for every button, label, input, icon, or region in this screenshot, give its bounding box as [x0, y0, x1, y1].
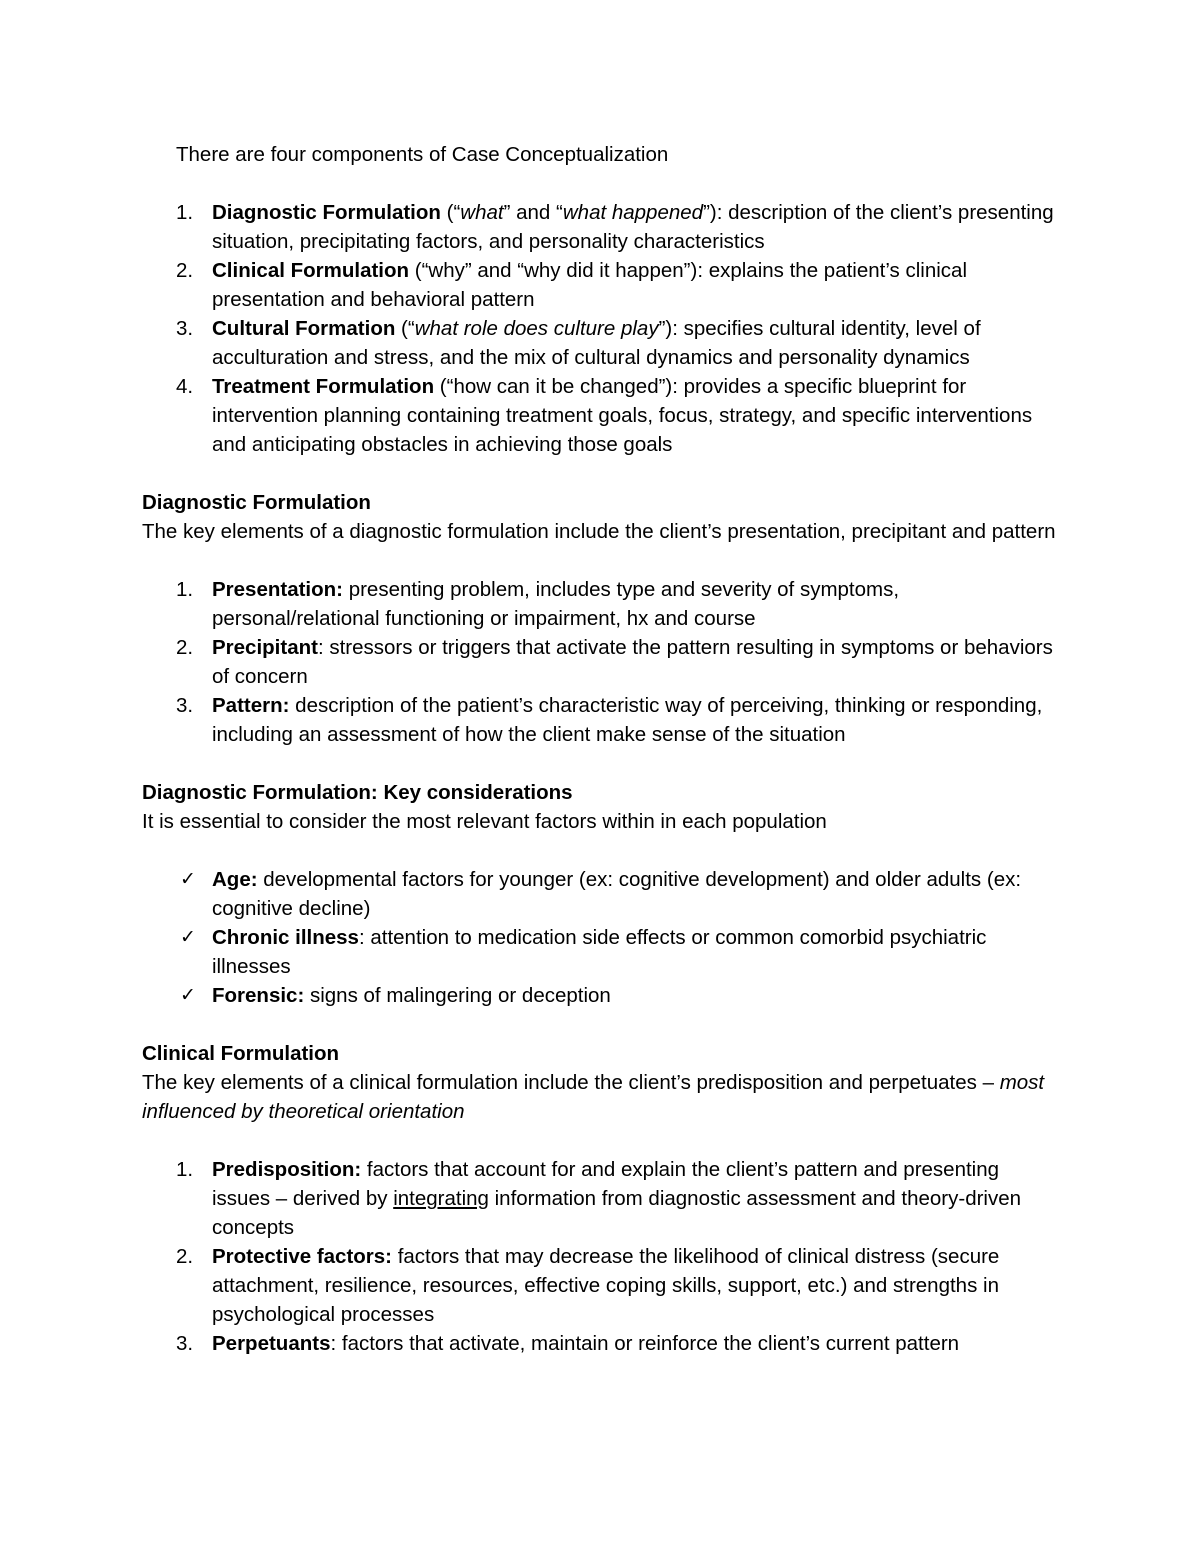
item-description: information from diagnostic assessment and theory-driven concepts: [212, 1187, 1022, 1239]
item-number: 4.: [176, 375, 194, 398]
item-description: factors that may decrease the likelihood of clinical distress (secure attachment, resilience, resources, effective coping skills, support, etc.) and strengths in psychological processes: [212, 1245, 1000, 1326]
item-description: : stressors or triggers that activate the pattern resulting in symptoms or behaviors of concern: [212, 636, 1053, 688]
intro-text: There are four components of Case Conceptualization: [176, 143, 669, 166]
item-number: 1.: [176, 201, 194, 224]
section-description: [142, 1068, 1062, 1126]
item-term: Clinical Formulation: [212, 259, 410, 282]
description-text: The key elements of a clinical formulation include the client’s predisposition and perpetuates –: [142, 1071, 1000, 1094]
list-item: [142, 372, 1062, 459]
item-term: Treatment Formulation: [212, 375, 435, 398]
item-paren-close: ”): [703, 201, 717, 224]
item-number: 3.: [176, 317, 194, 340]
document-page: [142, 140, 1062, 1387]
item-term: Protective factors:: [212, 1245, 393, 1268]
item-description: : explains the patient’s clinical presentation and behavioral pattern: [212, 259, 968, 311]
list-item: [142, 198, 1062, 256]
item-term: Chronic illness: [212, 926, 359, 949]
list-item: [142, 575, 1062, 633]
components-list: [142, 198, 1062, 459]
item-phrase-joiner: ” and “: [503, 201, 563, 224]
item-term: Cultural Formation: [212, 317, 396, 340]
item-term: Pattern:: [212, 694, 290, 717]
item-description: presenting problem, includes type and severity of symptoms, personal/relational functioning or impairment, hx and course: [212, 578, 900, 630]
item-number: 2.: [176, 636, 194, 659]
item-term: Precipitant: [212, 636, 318, 659]
item-description: : factors that activate, maintain or reinforce the client’s current pattern: [330, 1332, 960, 1355]
item-quote: (“how can it be changed”): [434, 375, 673, 398]
section-description: It is essential to consider the most relevant factors within in each population: [142, 810, 827, 833]
list-item: [142, 314, 1062, 372]
clinical-elements-list: [142, 1155, 1062, 1358]
list-item: [142, 865, 1062, 923]
item-number: 3.: [176, 694, 194, 717]
item-description: : attention to medication side effects or common comorbid psychiatric illnesses: [212, 926, 987, 978]
item-paren-open: (“: [395, 317, 415, 340]
item-paren-open: (“: [440, 201, 461, 224]
item-description: signs of malingering or deception: [304, 984, 611, 1007]
checkmark-icon: ✓: [180, 984, 196, 1006]
section-heading-clinical: Clinical Formulation: [142, 1042, 340, 1065]
section-heading-diagnostic: Diagnostic Formulation: [142, 491, 371, 514]
item-number: 1.: [176, 1158, 194, 1181]
item-term: Perpetuants: [212, 1332, 331, 1355]
item-term: Diagnostic Formulation: [212, 201, 441, 224]
item-term: Forensic:: [212, 984, 305, 1007]
item-description: developmental factors for younger (ex: cognitive development) and older adults (ex: cognitive decline): [212, 868, 1022, 920]
list-item: [142, 923, 1062, 981]
checkmark-icon: ✓: [180, 868, 196, 890]
item-term: Presentation:: [212, 578, 343, 601]
list-item: [142, 691, 1062, 749]
item-phrase: what role does culture play: [414, 317, 659, 340]
item-number: 2.: [176, 259, 194, 282]
item-number: 3.: [176, 1332, 194, 1355]
item-description: : specifies cultural identity, level of acculturation and stress, and the mix of cultural dynamics and personality dynamics: [212, 317, 981, 369]
item-description: : provides a specific blueprint for intervention planning containing treatment goals, focus, strategy, and specific interventions and anticipating obstacles in achieving those goals: [212, 375, 1033, 456]
considerations-list: [142, 865, 1062, 1010]
section-description: The key elements of a diagnostic formulation include the client’s presentation, precipitant and pattern: [142, 520, 1056, 543]
list-item: [142, 981, 1062, 1010]
list-item: [142, 1329, 1062, 1358]
item-number: 1.: [176, 578, 194, 601]
item-number: 2.: [176, 1245, 194, 1268]
section-heading-considerations: Diagnostic Formulation: Key considerations: [142, 781, 573, 804]
item-term: Predisposition:: [212, 1158, 362, 1181]
checkmark-icon: ✓: [180, 926, 196, 948]
list-item: [142, 1242, 1062, 1329]
underlined-word: integrating: [393, 1187, 489, 1210]
diagnostic-elements-list: [142, 575, 1062, 749]
item-phrase: what: [460, 201, 504, 224]
item-description: factors that account for and explain the client’s pattern and presenting issues – derived by: [212, 1158, 1000, 1210]
list-item: [142, 1155, 1062, 1242]
item-quote: (“why” and “why did it happen”): [409, 259, 698, 282]
description-italic-text: most influenced by theoretical orientation: [142, 1071, 1045, 1123]
list-item: [142, 633, 1062, 691]
item-description: : description of the client’s presenting situation, precipitating factors, and personality characteristics: [212, 201, 1054, 253]
item-description: description of the patient’s characteristic way of perceiving, thinking or responding, including an assessment of how the client make sense of the situation: [212, 694, 1043, 746]
item-paren-close: ”): [658, 317, 673, 340]
item-term: Age:: [212, 868, 258, 891]
list-item: [142, 256, 1062, 314]
item-phrase: what happened: [562, 201, 704, 224]
